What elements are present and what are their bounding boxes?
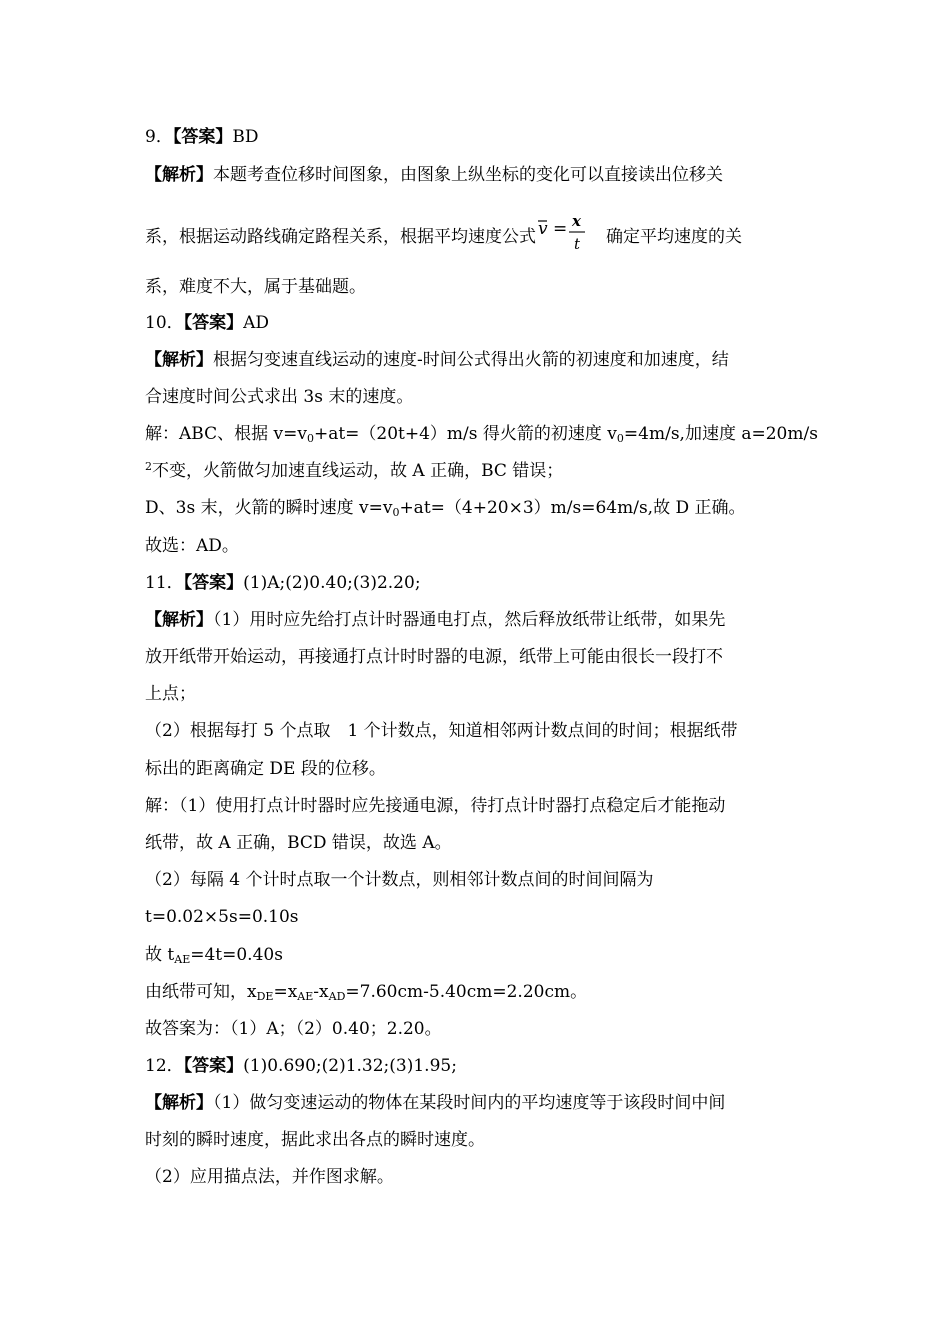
q9-answer: BD xyxy=(232,127,259,147)
q10-analysis-line-2: 合速度时间公式求出 3s 末的速度。 xyxy=(145,387,414,407)
q10-answer-tag: 【答案】 xyxy=(183,313,244,333)
q12-analysis-line-3: （2）应用描点法，并作图求解。 xyxy=(145,1167,394,1187)
q9-analysis-line-3: 系，难度不大，属于基础题。 xyxy=(145,277,366,297)
q12-answer-line xyxy=(145,1055,457,1077)
q11-solution-line-4: t=0.02×5s=0.10s xyxy=(145,907,299,927)
formula-equals: = xyxy=(553,218,568,239)
q11-answer: (1)A;(2)0.40;(3)2.20; xyxy=(243,573,421,593)
q11-solution-line-6: 由纸带可知，$x_{DE}=x_{AE}-x_{AD}=7.60cm-5.40cm=2.20cm$。 xyxy=(145,982,588,1003)
q11-analysis-line-4: （2）根据每打 5 个点取 1 个计数点，知道相邻两计数点间的时间；根据纸带 xyxy=(145,721,738,741)
q10-solution-line-1: 解：ABC、根据 $v=v_0+at=(20t+4)m/s$ 得火箭的初速度 $v_0=4m/s$,加速度 a=20m/s xyxy=(145,424,818,445)
q11-solution-line-5: 故 $t_{AE}=4t=0.40s$ xyxy=(145,945,283,966)
q11-answer-line xyxy=(145,572,421,594)
q9-analysis-line-1: 【解析】本题考查位移时间图象，由图象上纵坐标的变化可以直接读出位移关 xyxy=(145,165,723,185)
q9-answer-tag: 【答案】 xyxy=(172,127,233,147)
q10-conclusion: 故选：AD。 xyxy=(145,536,239,556)
formula-v: v xyxy=(538,218,548,239)
q10-solution-line-2: $^2$不变，火箭做匀加速直线运动，故 A 正确，BC 错误； xyxy=(145,460,564,481)
q11-analysis-line-3: 上点； xyxy=(145,684,196,704)
q9-analysis-tag: 【解析】 xyxy=(145,165,213,185)
q11-answer-tag: 【答案】 xyxy=(183,573,244,593)
q10-number: 10． xyxy=(145,313,184,333)
q12-analysis-line-1: 【解析】（1）做匀变速运动的物体在某段时间内的平均速度等于该段时间中间 xyxy=(145,1093,726,1113)
q12-analysis-line-2: 时刻的瞬时速度，据此求出各点的瞬时速度。 xyxy=(145,1130,485,1150)
q11-analysis-line-5: 标出的距离确定 DE 段的位移。 xyxy=(145,759,386,779)
q10-analysis-tag: 【解析】 xyxy=(145,350,213,370)
q9-answer-line xyxy=(145,126,258,148)
formula-x: x xyxy=(572,211,581,230)
q11-solution-line-2: 纸带，故 A 正确，BCD 错误，故选 A。 xyxy=(145,833,452,853)
q9-number: 9． xyxy=(145,127,173,147)
q10-analysis-line-1: 【解析】根据匀变速直线运动的速度-时间公式得出火箭的初速度和加速度，结 xyxy=(145,350,729,370)
formula-t: t xyxy=(574,234,581,253)
q10-solution-line-3: D、3s 末，火箭的瞬时速度 $v=v_0+at=(4+20\times 3)m/s=64m/s$,故 D 正确。 xyxy=(145,498,746,519)
q10-answer-line xyxy=(145,312,269,334)
q12-answer: (1)0.690;(2)1.32;(3)1.95; xyxy=(243,1056,457,1076)
q10-answer: AD xyxy=(243,313,270,333)
q11-analysis-tag: 【解析】 xyxy=(145,610,213,630)
q12-answer-tag: 【答案】 xyxy=(183,1056,244,1076)
q11-analysis-line-2: 放开纸带开始运动，再接通打点计时时器的电源，纸带上可能由很长一段打不 xyxy=(145,647,723,667)
q12-number: 12． xyxy=(145,1056,184,1076)
q11-solution-line-1: 解：（1）使用打点计时器时应先接通电源，待打点计时器打点稳定后才能拖动 xyxy=(145,796,726,816)
q9-analysis-line-2: 系，根据运动路线确定路程关系，根据平均速度公式 v = x t 确定平均速度的关 xyxy=(145,211,742,253)
average-velocity-formula xyxy=(536,211,598,253)
q11-number: 11． xyxy=(145,573,184,593)
q11-analysis-line-1: 【解析】（1）用时应先给打点计时器通电打点，然后释放纸带让纸带，如果先 xyxy=(145,610,726,630)
q12-analysis-tag: 【解析】 xyxy=(145,1093,213,1113)
q11-solution-line-3: （2）每隔 4 个计时点取一个计数点，则相邻计数点间的时间间隔为 xyxy=(145,870,654,890)
q11-conclusion: 故答案为：（1）A；（2）0.40；2.20。 xyxy=(145,1019,442,1039)
